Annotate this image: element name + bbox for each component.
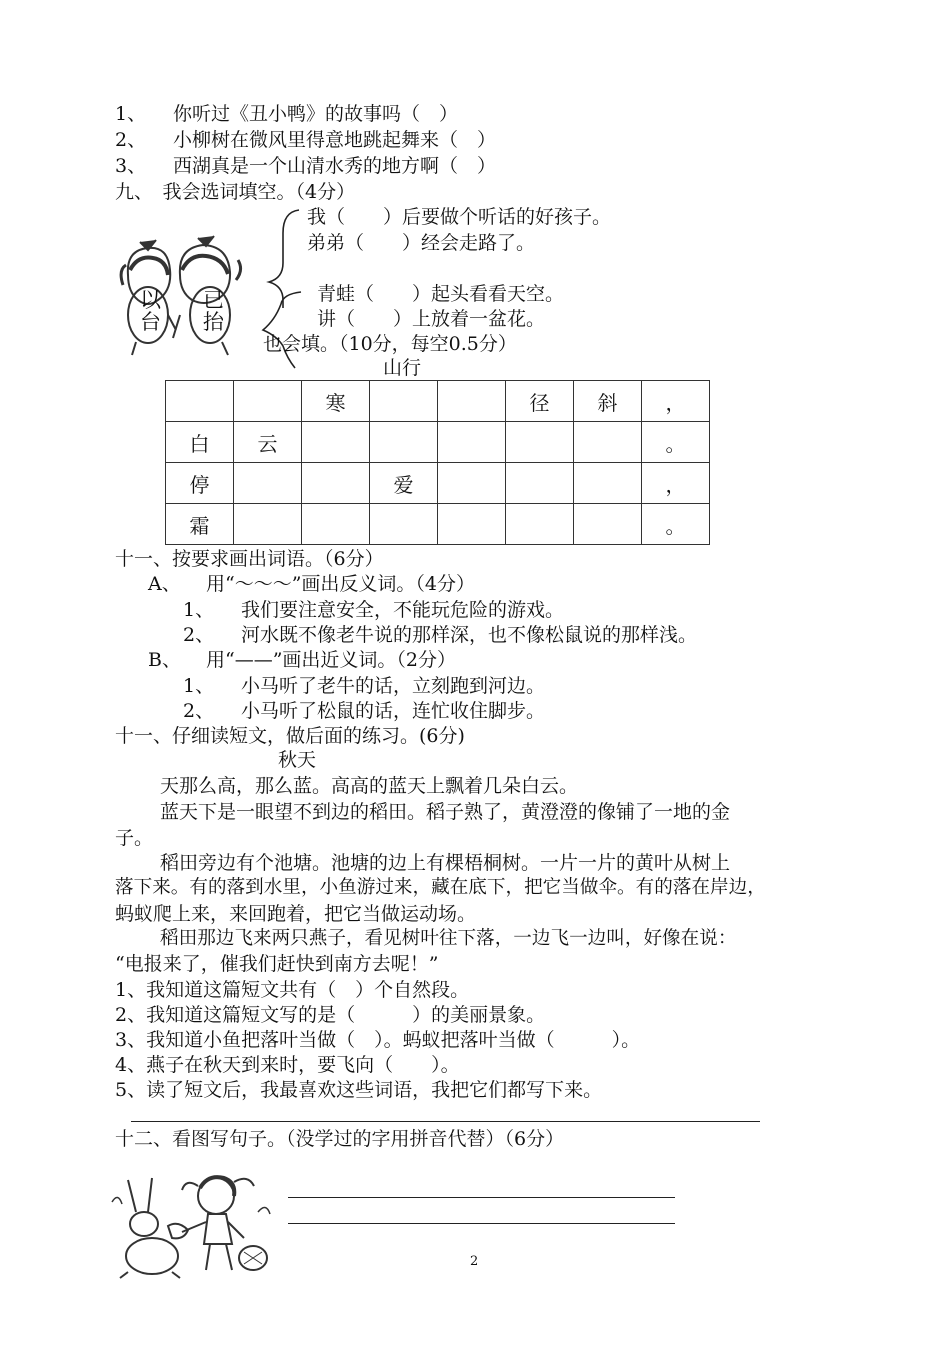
grid-cell[interactable] xyxy=(370,422,438,463)
grid-cell[interactable] xyxy=(234,381,302,422)
page-number: 2 xyxy=(470,1254,479,1269)
part-b-label: B、 xyxy=(148,649,181,671)
part-b-text: 用“——”画出近义词。（2分） xyxy=(206,649,457,671)
passage-title: 秋天 xyxy=(278,749,317,771)
passage-line-5: 落下来。有的落到水里，小鱼游过来，藏在底下，把它当做伞。有的落在岸边， xyxy=(115,877,766,898)
grid-cell[interactable]: 寒 xyxy=(302,381,370,422)
judge-text-2: 小柳树在微风里得意地跳起舞来（ ） xyxy=(173,129,497,151)
question-3: 3、我知道小鱼把落叶当做（ ）。蚂蚁把落叶当做（ ）。 xyxy=(115,1029,641,1051)
grid-cell[interactable]: 霜 xyxy=(166,504,234,545)
part-b-num-1: 1、 xyxy=(183,675,215,697)
fill-line-4: 讲（ ）上放着一盆花。 xyxy=(317,308,546,330)
grid-cell[interactable] xyxy=(506,463,574,504)
section11a-heading: 十一、按要求画出词语。（6分） xyxy=(115,548,384,570)
grid-cell[interactable]: ， xyxy=(642,463,710,504)
grid-cell[interactable] xyxy=(302,463,370,504)
grid-cell[interactable]: 云 xyxy=(234,422,302,463)
grid-cell[interactable] xyxy=(234,504,302,545)
passage-line-8: “电报来了，催我们赶快到南方去呢！” xyxy=(115,953,439,975)
section10-heading: 也会填。（10分，每空0.5分） xyxy=(263,333,517,355)
grid-cell[interactable] xyxy=(166,381,234,422)
grid-cell[interactable]: 白 xyxy=(166,422,234,463)
grid-cell[interactable]: 。 xyxy=(642,422,710,463)
grid-cell[interactable] xyxy=(506,422,574,463)
passage-line-3: 子。 xyxy=(115,827,154,849)
judge-num-2: 2、 xyxy=(115,129,147,151)
passage-line-1: 天那么高，那么蓝。高高的蓝天上飘着几朵白云。 xyxy=(160,775,579,797)
grid-cell[interactable]: 。 xyxy=(642,504,710,545)
grid-cell[interactable] xyxy=(370,504,438,545)
part-a-text-1: 我们要注意安全，不能玩危险的游戏。 xyxy=(241,599,565,621)
grid-cell[interactable]: 停 xyxy=(166,463,234,504)
part-a-text-2: 河水既不像老牛说的那样深，也不像松鼠说的那样浅。 xyxy=(241,624,698,646)
grid-cell[interactable] xyxy=(370,381,438,422)
grid-cell[interactable] xyxy=(574,463,642,504)
char-option-1: 以 xyxy=(140,288,161,312)
girls-illustration xyxy=(118,230,248,360)
grid-cell[interactable] xyxy=(574,422,642,463)
grid-cell[interactable]: 爱 xyxy=(370,463,438,504)
writing-line-1[interactable] xyxy=(288,1197,675,1198)
answer-line[interactable] xyxy=(131,1121,760,1122)
judge-text-1: 你听过《丑小鸭》的故事吗（ ） xyxy=(173,103,459,125)
passage-line-6: 蚂蚁爬上来，来回跑着，把它当做运动场。 xyxy=(115,903,477,925)
grid-cell[interactable]: 斜 xyxy=(574,381,642,422)
grid-cell[interactable] xyxy=(234,463,302,504)
grid-cell[interactable] xyxy=(438,463,506,504)
grid-cell[interactable]: ， xyxy=(642,381,710,422)
grid-cell[interactable] xyxy=(302,504,370,545)
judge-num-3: 3、 xyxy=(115,155,147,177)
passage-line-4: 稻田旁边有个池塘。池塘的边上有棵梧桐树。一片一片的黄叶从树上 xyxy=(160,852,731,874)
girl-and-rabbit-illustration xyxy=(108,1172,273,1284)
grid-cell[interactable] xyxy=(438,422,506,463)
question-4: 4、燕子在秋天到来时，要飞向（ ）。 xyxy=(115,1054,460,1076)
char-option-3: 已 xyxy=(203,288,224,312)
poem-title: 山行 xyxy=(383,357,422,379)
judge-num-1: 1、 xyxy=(115,103,147,125)
part-b-num-2: 2、 xyxy=(183,700,215,722)
part-a-num-1: 1、 xyxy=(183,599,215,621)
part-b-text-2: 小马听了松鼠的话，连忙收住脚步。 xyxy=(241,700,546,722)
grid-cell[interactable] xyxy=(438,504,506,545)
part-a-num-2: 2、 xyxy=(183,624,215,646)
char-option-2: 台 xyxy=(140,310,161,334)
grid-cell[interactable]: 径 xyxy=(506,381,574,422)
part-a-text: 用“～～～”画出反义词。（4分） xyxy=(206,573,476,595)
part-a-label: A、 xyxy=(148,573,181,595)
section12-heading: 十二、看图写句子。（没学过的字用拼音代替）（6分） xyxy=(115,1128,565,1150)
grid-cell[interactable] xyxy=(438,381,506,422)
writing-line-2[interactable] xyxy=(288,1223,675,1224)
section9-heading: 九、 我会选词填空。（4分） xyxy=(115,181,356,203)
grid-cell[interactable] xyxy=(574,504,642,545)
section11b-heading: 十一、仔细读短文，做后面的练习。(6分) xyxy=(115,725,465,747)
fill-line-3: 青蛙（ ）起头看看天空。 xyxy=(317,283,565,305)
part-b-text-1: 小马听了老牛的话，立刻跑到河边。 xyxy=(241,675,546,697)
question-1: 1、我知道这篇短文共有（ ）个自然段。 xyxy=(115,979,470,1001)
judge-text-3: 西湖真是一个山清水秀的地方啊（ ） xyxy=(173,155,497,177)
passage-line-2: 蓝天下是一眼望不到边的稻田。稻子熟了，黄澄澄的像铺了一地的金 xyxy=(160,801,731,823)
fill-line-2: 弟弟（ ）经会走路了。 xyxy=(307,232,536,254)
poem-grid xyxy=(165,380,710,545)
grid-cell[interactable] xyxy=(506,504,574,545)
question-2: 2、我知道这篇短文写的是（ ）的美丽景象。 xyxy=(115,1004,546,1026)
fill-line-1: 我（ ）后要做个听话的好孩子。 xyxy=(307,206,612,228)
char-option-4: 抬 xyxy=(203,310,224,334)
question-5: 5、读了短文后，我最喜欢这些词语，我把它们都写下来。 xyxy=(115,1079,603,1101)
grid-cell[interactable] xyxy=(302,422,370,463)
passage-line-7: 稻田那边飞来两只燕子，看见树叶往下落，一边飞一边叫，好像在说： xyxy=(160,928,737,949)
